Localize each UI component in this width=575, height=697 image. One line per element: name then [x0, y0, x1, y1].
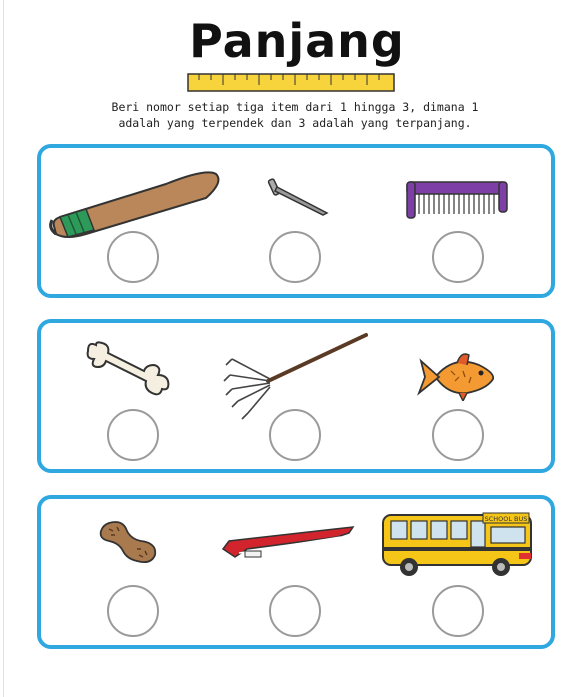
- peanut-icon: [97, 519, 163, 565]
- comb-icon: [403, 180, 511, 222]
- nail-icon: [267, 175, 331, 219]
- answer-circle-3-2[interactable]: [269, 585, 321, 637]
- answer-circle-1-3[interactable]: [432, 231, 484, 283]
- page-edge-line: [3, 0, 4, 697]
- baseball-bat-icon: [46, 160, 226, 240]
- answer-circle-3-1[interactable]: [107, 585, 159, 637]
- answer-circle-3-3[interactable]: [432, 585, 484, 637]
- item-row-3: [37, 495, 555, 649]
- fish-icon: [417, 349, 497, 401]
- answer-circle-1-2[interactable]: [269, 231, 321, 283]
- answer-circle-1-1[interactable]: [107, 231, 159, 283]
- bus-sign-text: SCHOOL BUS: [484, 515, 528, 523]
- answer-circle-2-3[interactable]: [432, 409, 484, 461]
- answer-circle-2-2[interactable]: [269, 409, 321, 461]
- instructions-text: Beri nomor setiap tiga item dari 1 hingga 3, dimana 1 adalah yang terpendek dan 3 adalah yang terpanjang.: [111, 100, 479, 130]
- item-row-2: [37, 319, 555, 473]
- page-title: Panjang: [189, 14, 405, 68]
- school-bus-icon: [379, 507, 535, 583]
- ruler-icon: [187, 73, 395, 92]
- skateboard-icon: [217, 523, 357, 563]
- item-row-1: [37, 144, 555, 298]
- answer-circle-2-1[interactable]: [107, 409, 159, 461]
- bone-icon: [82, 337, 174, 403]
